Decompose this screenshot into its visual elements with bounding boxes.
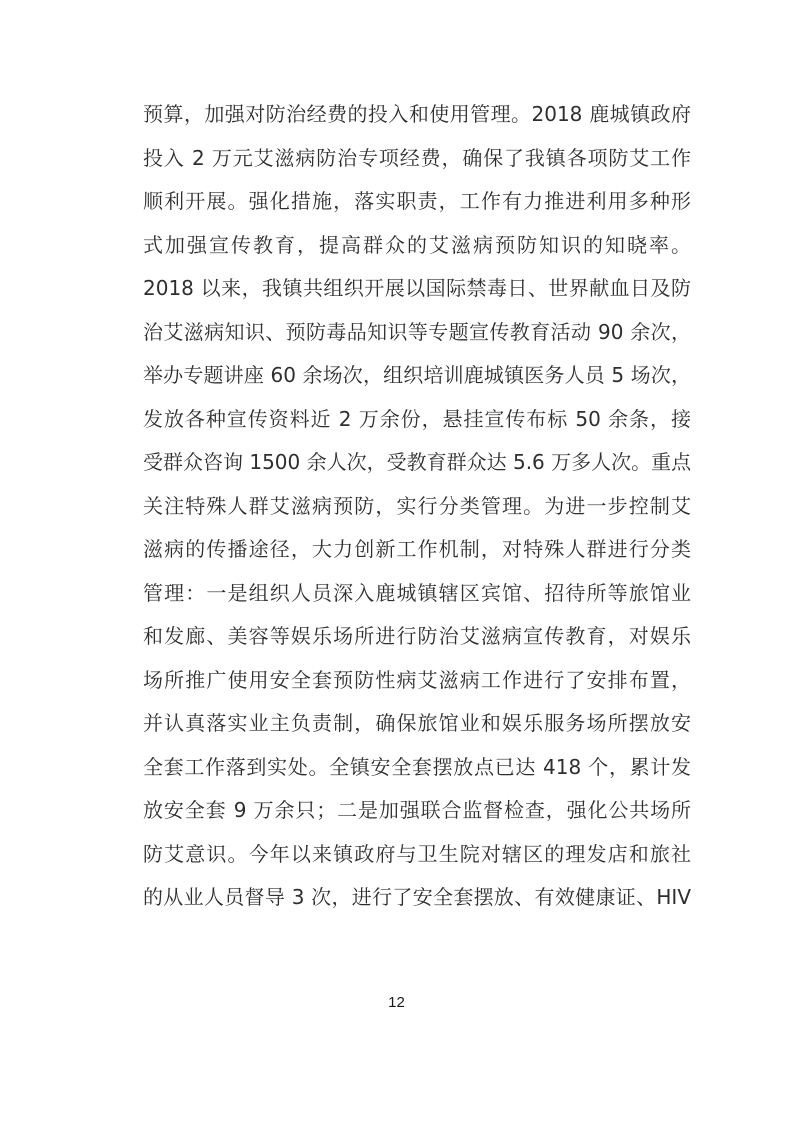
text-line: 的从业人员督导 3 次，进行了安全套摆放、有效健康证、HIV	[143, 885, 691, 909]
text-line: 式加强宣传教育，提高群众的艾滋病预防知识的知晓率。	[143, 232, 691, 257]
text-line: 场所推广使用安全套预防性病艾滋病工作进行了安排布置，	[143, 667, 691, 692]
body-text	[143, 93, 691, 920]
text-line: 关注特殊人群艾滋病预防，实行分类管理。为进一步控制艾	[143, 493, 691, 518]
text-line: 发放各种宣传资料近 2 万余份，悬挂宣传布标 50 余条，接	[143, 406, 691, 431]
text-line: 防艾意识。今年以来镇政府与卫生院对辖区的理发店和旅社	[143, 841, 691, 866]
text-line: 管理：一是组织人员深入鹿城镇辖区宾馆、招待所等旅馆业	[143, 580, 691, 605]
text-line: 治艾滋病知识、预防毒品知识等专题宣传教育活动 90 余次，	[143, 319, 691, 344]
text-line: 2018 以来，我镇共组织开展以国际禁毒日、世界献血日及防	[143, 276, 691, 300]
text-line: 预算，加强对防治经费的投入和使用管理。2018 鹿城镇政府	[143, 102, 691, 126]
text-line: 放安全套 9 万余只；二是加强联合监督检查，强化公共场所	[143, 798, 691, 822]
text-line: 和发廊、美容等娱乐场所进行防治艾滋病宣传教育，对娱乐	[143, 624, 691, 648]
text-line: 投入 2 万元艾滋病防治专项经费，确保了我镇各项防艾工作	[143, 145, 691, 170]
text-line: 全套工作落到实处。全镇安全套摆放点已达 418 个，累计发	[143, 754, 691, 779]
text-line: 举办专题讲座 60 余场次，组织培训鹿城镇医务人员 5 场次，	[143, 363, 691, 387]
text-line: 受群众咨询 1500 余人次，受教育群众达 5.6 万多人次。重点	[143, 450, 692, 474]
page-number: 12	[388, 994, 405, 1011]
text-line: 滋病的传播途径，大力创新工作机制，对特殊人群进行分类	[143, 537, 691, 561]
text-line: 并认真落实业主负责制，确保旅馆业和娱乐服务场所摆放安	[143, 711, 691, 735]
text-line: 顺利开展。强化措施，落实职责，工作有力推进利用多种形	[143, 189, 691, 213]
